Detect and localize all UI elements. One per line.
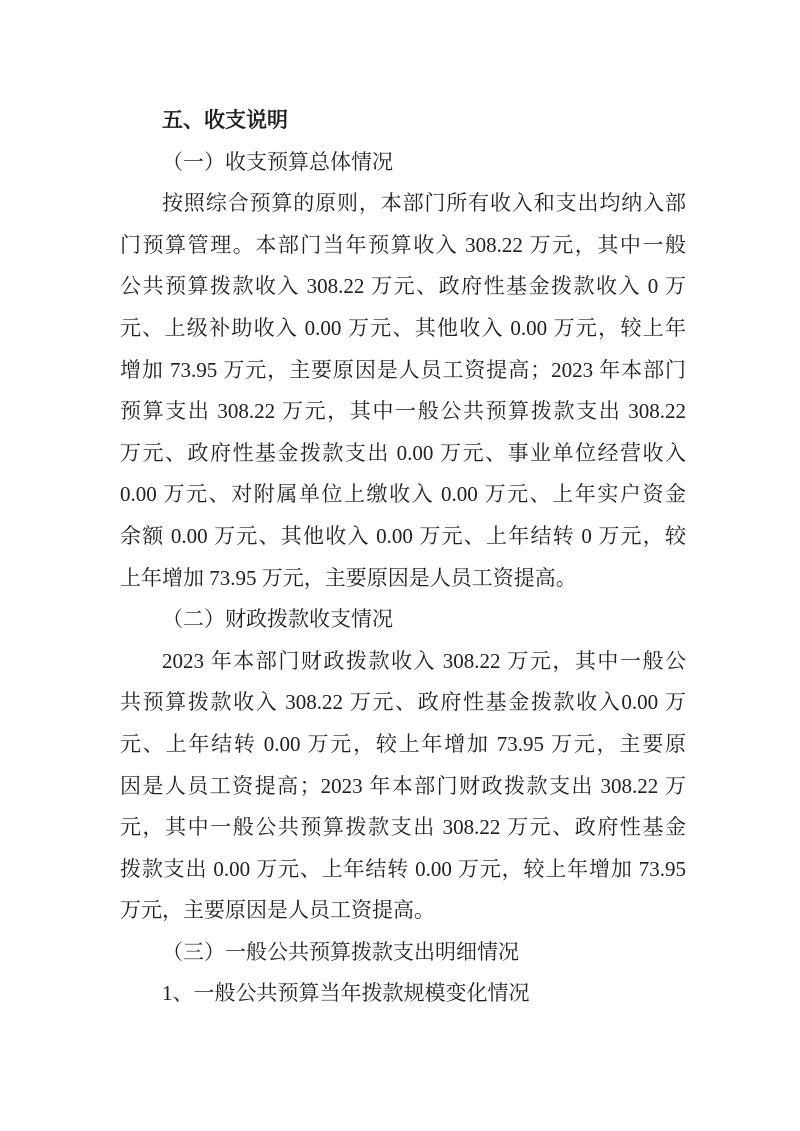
paragraph-line: 余额 0.00 万元、其他收入 0.00 万元、上年结转 0 万元，较	[120, 523, 686, 548]
paragraph-line: 门预算管理。本部门当年预算收入 308.22 万元，其中一般	[120, 232, 686, 257]
paragraph-line: 公共预算拨款收入 308.22 万元、政府性基金拨款收入 0 万	[120, 274, 686, 299]
paragraph-line: 上年增加 73.95 万元，主要原因是人员工资提高。	[120, 565, 577, 590]
paragraph-line: 2023 年本部门财政拨款收入 308.22 万元，其中一般公	[162, 648, 686, 673]
paragraph-line: 因是人员工资提高；2023 年本部门财政拨款支出 308.22 万	[120, 773, 686, 798]
paragraph-line: 万元、政府性基金拨款支出 0.00 万元、事业单位经营收入	[120, 440, 686, 465]
subsection-heading-1: （一）收支预算总体情况	[162, 149, 393, 174]
subsection-heading-3: （三）一般公共预算拨款支出明细情况	[162, 939, 519, 964]
paragraph-line: 元，其中一般公共预算拨款支出 308.22 万元、政府性基金	[120, 815, 686, 840]
paragraph-line: 万元，主要原因是人员工资提高。	[120, 898, 435, 923]
paragraph-line: 增加 73.95 万元，主要原因是人员工资提高；2023 年本部门	[120, 357, 686, 382]
document-body	[120, 100, 686, 1015]
paragraph-line: 按照综合预算的原则，本部门所有收入和支出均纳入部	[162, 191, 686, 216]
paragraph-line: 拨款支出 0.00 万元、上年结转 0.00 万元，较上年增加 73.95	[120, 856, 686, 881]
paragraph-line: 元、上年结转 0.00 万元，较上年增加 73.95 万元，主要原	[120, 731, 686, 756]
list-item-heading-1: 1、一般公共预算当年拨款规模变化情况	[162, 981, 530, 1006]
paragraph-line: 共预算拨款收入 308.22 万元、政府性基金拨款收入0.00 万	[120, 690, 686, 715]
paragraph-line: 0.00 万元、对附属单位上缴收入 0.00 万元、上年实户资金	[120, 482, 686, 507]
paragraph-line: 预算支出 308.22 万元，其中一般公共预算拨款支出 308.22	[120, 399, 686, 424]
paragraph-line: 元、上级补助收入 0.00 万元、其他收入 0.00 万元，较上年	[120, 315, 686, 340]
section-heading-shouzhi-shuoming: 五、收支说明	[162, 108, 288, 132]
subsection-heading-2: （二）财政拨款收支情况	[162, 607, 393, 632]
